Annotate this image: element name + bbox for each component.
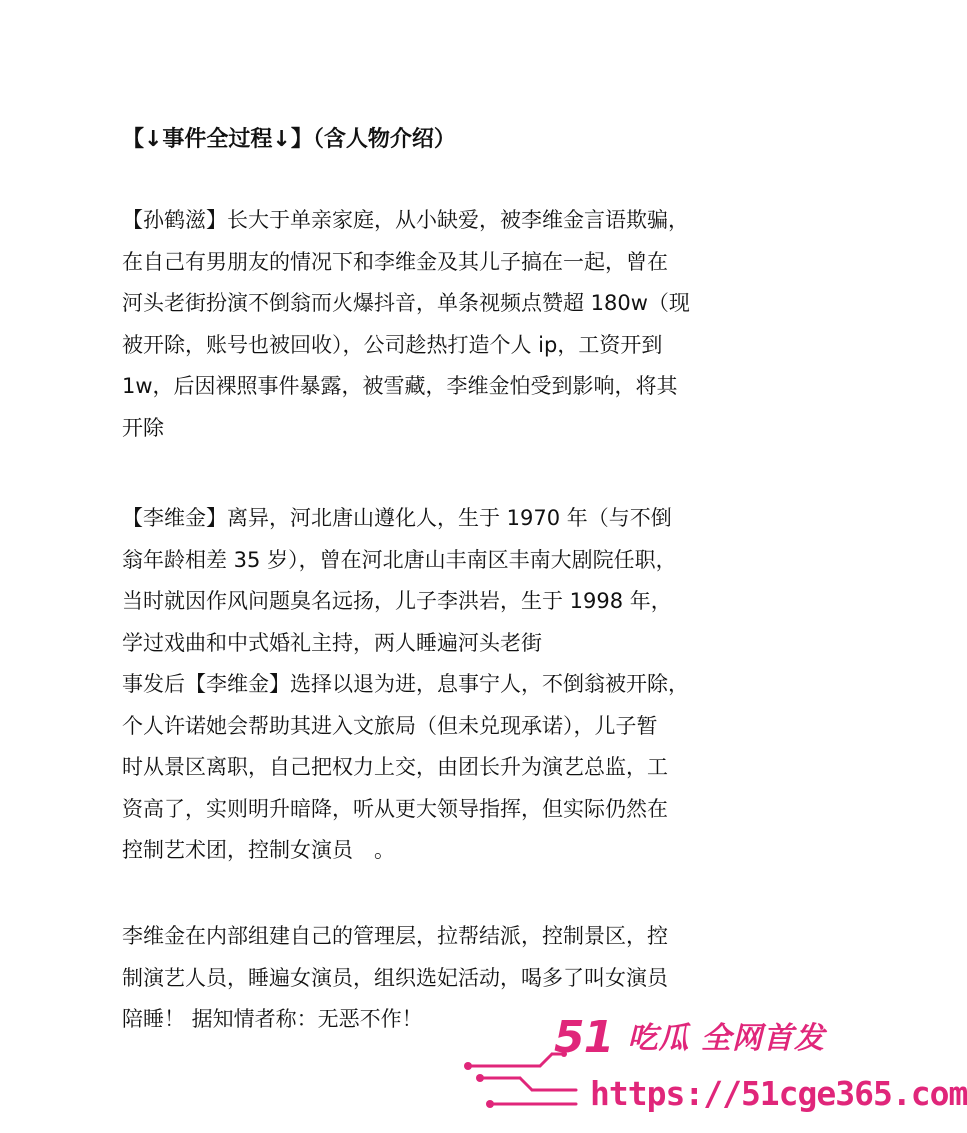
text-line: 河头老街扮演不倒翁而火爆抖音，单条视频点赞超 180w（现 (122, 291, 690, 315)
text-line: 开除 (122, 415, 164, 440)
paragraph-li-weijin (122, 498, 688, 872)
text-line: 个人许诺她会帮助其进入文旅局（但未兑现承诺），儿子暂 (122, 713, 658, 738)
text-line: 【李维金】离异，河北唐山遵化人，生于 1970 年（与不倒 (122, 506, 672, 530)
watermark-logo-text: 吃瓜 全网首发 (627, 1021, 826, 1056)
text-line: 被开除，账号也被回收），公司趁热打造个人 ip，工资开到 (122, 332, 663, 357)
text-line: 控制艺术团，控制女演员 。 (122, 838, 395, 862)
site-watermark (460, 1000, 967, 1133)
text-line: 当时就因作风问题臭名远扬，儿子李洪岩，生于 1998 年， (122, 589, 672, 613)
watermark-url: https://51cge365.com (590, 1074, 967, 1113)
watermark-logo-number: 51 (554, 1012, 614, 1063)
text-line: 资高了，实则明升暗降，听从更大领导指挥，但实际仍然在 (122, 796, 668, 821)
text-line: 学过戏曲和中式婚礼主持，两人睡遍河头老街 (122, 630, 542, 655)
text-line: 事发后【李维金】选择以退为进，息事宁人，不倒翁被开除， (122, 672, 689, 696)
text-line: 制演艺人员，睡遍女演员，组织选妃活动，喝多了叫女演员 (122, 965, 668, 990)
text-line: 【孙鹤滋】长大于单亲家庭，从小缺爱，被李维金言语欺骗， (122, 208, 689, 232)
text-line: 时从景区离职，自己把权力上交，由团长升为演艺总监，工 (122, 755, 668, 779)
section-heading: 【↓事件全过程↓】（含人物介绍） (122, 127, 456, 152)
text-line: 翁年龄相差 35 岁），曾在河北唐山丰南区丰南大剧院任职， (122, 547, 677, 572)
paragraph-sun-hezi (122, 200, 688, 449)
text-line: 李维金在内部组建自己的管理层，拉帮结派，控制景区，控 (122, 924, 668, 948)
text-line: 在自己有男朋友的情况下和李维金及其儿子搞在一起，曾在 (122, 249, 668, 274)
text-line: 1w，后因裸照事件暴露，被雪藏，李维金怕受到影响，将其 (122, 374, 678, 398)
watermark-logo (554, 1014, 825, 1063)
text-line: 陪睡！ 据知情者称：无恶不作！ (122, 1007, 423, 1031)
